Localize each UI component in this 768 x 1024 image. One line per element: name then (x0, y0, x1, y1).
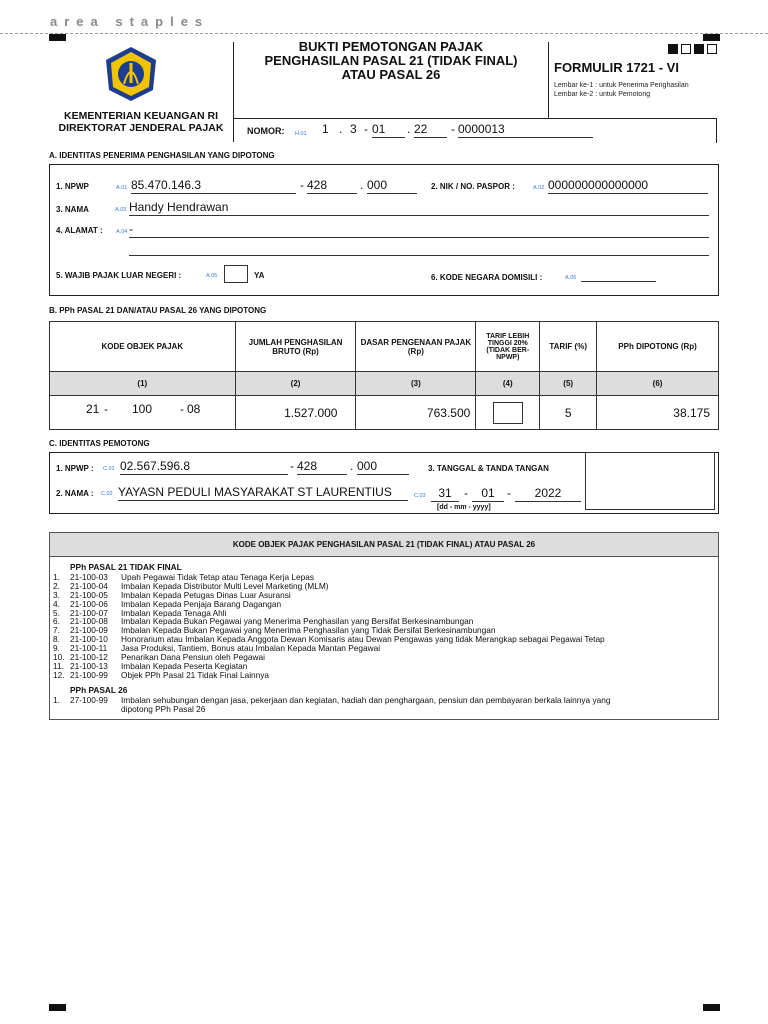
a-nama-input[interactable]: Handy Hendrawan (129, 200, 709, 216)
form-name: FORMULIR 1721 - VI (554, 60, 679, 75)
item-number: 10. (53, 652, 65, 663)
a-negara-code: A.06 (565, 275, 577, 281)
lembar-1-note: Lembar ke-1 : untuk Penerima Penghasilan (554, 82, 689, 89)
a-npwp-code: A.01 (116, 185, 128, 191)
a-wp-luar-code: A.05 (206, 273, 218, 279)
item-number: 9. (53, 643, 60, 654)
corner-mark-top-right (703, 34, 720, 41)
c-date-mm[interactable]: 01 (472, 486, 504, 502)
kode-part-3: 08 (187, 402, 201, 416)
section-b-heading: B. PPh PASAL 21 DAN/ATAU PASAL 26 YANG DIPOTONG (49, 306, 267, 315)
item-desc: Objek PPh Pasal 21 Tidak Final Lainnya (121, 669, 270, 680)
tarif-lebih-checkbox[interactable] (493, 402, 523, 424)
item-code: 21-100-07 (70, 607, 108, 618)
item-code: 21-100-99 (70, 669, 108, 680)
item-code: 21-100-10 (70, 634, 108, 645)
section-c-heading: C. IDENTITAS PEMOTONG (49, 439, 150, 448)
nomor-sep: . (407, 122, 411, 136)
item-desc: Imbalan Kepada Tenaga Ahli (121, 607, 227, 618)
item-code: 21-100-09 (70, 625, 108, 636)
ministry-line-2: DIREKTORAT JENDERAL PAJAK (58, 122, 224, 134)
c-npwp-part-2[interactable]: 428 (297, 459, 347, 475)
date-format-hint: [dd - mm - yyyy] (437, 504, 491, 511)
item-number: 2. (53, 580, 60, 591)
a-nama-label: 3. NAMA (56, 205, 89, 214)
item-desc: Imbalan Kepada Peserta Kegiatan (121, 660, 248, 671)
ministry-name (54, 110, 228, 134)
item-code: 21-100-13 (70, 660, 108, 671)
nomor-code: H.01 (295, 131, 307, 137)
item-number: 5. (53, 607, 60, 618)
kode-part-2: 100 (132, 402, 153, 416)
item-number: 7. (53, 625, 60, 636)
nomor-part-4[interactable]: 22 (414, 122, 447, 138)
corner-mark-bottom-right (703, 1004, 720, 1011)
nomor-sep: - (364, 122, 368, 136)
kode-sep: - (180, 402, 184, 416)
item-desc: Jasa Produksi, Tantiem, Bonus atau Imbalan Kepada Mantan Pegawai (121, 643, 381, 654)
tarif-lebih-cell (476, 396, 540, 430)
col-number: (5) (540, 372, 597, 396)
item-number: 11. (53, 660, 64, 671)
item-desc: Upah Pegawai Tidak Tetap atau Tenaga Kerja Lepas (121, 571, 314, 582)
a-alamat-label: 4. ALAMAT : (56, 226, 103, 235)
reference-heading: KODE OBJEK PAJAK PENGHASILAN PASAL 21 (TIDAK FINAL) ATAU PASAL 26 (50, 533, 718, 557)
item-desc: Imbalan Kepada Petugas Dinas Luar Asuransi (121, 589, 291, 600)
a-wp-luar-label: 5. WAJIB PAJAK LUAR NEGERI : (56, 271, 182, 280)
c-npwp-label: 1. NPWP : (56, 464, 94, 473)
item-code: 27-100-99 (70, 694, 108, 705)
kode-objek-cell[interactable] (50, 396, 236, 430)
pph-table-header-row (50, 322, 719, 372)
page-indicator-square (681, 44, 691, 54)
pph-table (49, 321, 719, 430)
a-npwp-part-1[interactable]: 85.470.146.3 (131, 178, 296, 194)
reference-group-26: PPh PASAL 26 (70, 684, 128, 695)
nomor-part-5[interactable]: 0000013 (458, 122, 593, 138)
date-sep: - (464, 486, 468, 500)
item-desc: Imbalan Kepada Distributor Multi Level Marketing (MLM) (121, 580, 329, 591)
lembar-2-note: Lembar ke-2 : untuk Pemotong (554, 91, 651, 98)
a-npwp-label: 1. NPWP (56, 182, 89, 191)
c-tanggal-label: 3. TANGGAL & TANDA TANGAN (428, 464, 549, 473)
item-number: 4. (53, 598, 60, 609)
reference-list (53, 563, 711, 714)
kemenkeu-logo-icon (104, 46, 158, 102)
item-number: 12. (53, 669, 65, 680)
c-date-yyyy[interactable]: 2022 (515, 486, 581, 502)
date-sep: - (507, 486, 511, 500)
c-npwp-part-3[interactable]: 000 (357, 459, 409, 475)
nomor-part-3[interactable]: 01 (372, 122, 405, 138)
item-number: 3. (53, 589, 60, 600)
a-negara-label: 6. KODE NEGARA DOMISILI : (431, 273, 543, 282)
a-nik-label: 2. NIK / NO. PASPOR : (431, 182, 515, 191)
a-alamat-input[interactable]: - (129, 222, 709, 238)
item-code: 21-100-06 (70, 598, 108, 609)
page-indicator-square (668, 44, 678, 54)
item-desc: Honorarium atau Imbalan Kepada Anggota Dewan Komisaris atau Dewan Pengawas yang tidak Merangkap sebagai Pegawai Tetap (121, 634, 605, 645)
nomor-sep: . (339, 122, 343, 136)
reference-items-21 (53, 573, 711, 680)
item-number: 1. (53, 694, 60, 705)
col-number: (1) (50, 372, 236, 396)
nomor-part-1[interactable]: 1 (322, 122, 329, 136)
tarif-cell[interactable]: 5 (540, 396, 597, 430)
pph-table-number-row (50, 372, 719, 396)
col-kode-header: KODE OBJEK PAJAK (50, 322, 236, 372)
a-nik-code: A.02 (533, 185, 545, 191)
title-line-3: ATAU PASAL 26 (341, 67, 441, 82)
kode-sep: - (104, 402, 108, 416)
pph-cell[interactable]: 38.175 (597, 396, 719, 430)
signature-box[interactable] (585, 452, 715, 510)
ministry-line-1: KEMENTERIAN KEUANGAN RI (63, 110, 218, 122)
reference-group-21: PPh PASAL 21 TIDAK FINAL (70, 562, 182, 572)
npwp-sep: - (290, 459, 294, 473)
nomor-sep: - (451, 122, 455, 136)
item-code: 21-100-05 (70, 589, 108, 600)
corner-mark-top-left (49, 34, 66, 41)
item-code: 21-100-03 (70, 571, 108, 582)
item-desc: Penarikan Dana Pensiun oleh Pegawai (121, 652, 265, 663)
header-divider-right (548, 42, 549, 118)
a-alamat-line-2[interactable] (129, 240, 709, 256)
bruto-cell[interactable]: 1.527.000 (235, 396, 356, 430)
item-desc: Imbalan Kepada Bukan Pegawai yang Menerima Penghasilan yang Tidak Bersifat Berkesinambungan (121, 625, 496, 636)
npwp-sep: . (360, 178, 364, 192)
col-number: (4) (476, 372, 540, 396)
dpp-cell[interactable]: 763.500 (356, 396, 476, 430)
lembar-notes (554, 81, 689, 99)
col-bruto-header: JUMLAH PENGHASILAN BRUTO (Rp) (235, 322, 356, 372)
item-number: 6. (53, 616, 60, 627)
kode-part-1: 21 (86, 402, 100, 416)
page-indicator-square (707, 44, 717, 54)
header-divider-left (233, 42, 234, 142)
npwp-sep: . (350, 459, 354, 473)
pph-table-data-row (50, 396, 719, 430)
item-desc-line-2: dipotong PPh Pasal 26 (121, 703, 206, 714)
col-number: (6) (597, 372, 719, 396)
area-staples-text: area staples (50, 14, 210, 29)
item-desc: Imbalan Kepada Bukan Pegawai yang Menerima Penghasilan yang Bersifat Berkesinambungan (121, 616, 474, 627)
a-alamat-code: A.04 (116, 229, 128, 235)
col-number: (2) (235, 372, 356, 396)
item-number: 8. (53, 634, 60, 645)
col-tarif-lebih-header: TARIF LEBIH TINGGI 20% (TIDAK BER-NPWP) (476, 322, 540, 372)
a-npwp-part-2[interactable]: 428 (307, 178, 357, 194)
staple-guide-line (0, 33, 768, 34)
c-nama-input[interactable]: YAYASN PEDULI MASYARAKAT ST LAURENTIUS (118, 485, 408, 501)
c-date-dd[interactable]: 31 (431, 486, 459, 502)
item-code: 21-100-12 (70, 652, 108, 663)
document-title (236, 40, 546, 82)
a-ya-label: YA (254, 271, 265, 280)
title-line-2: PENGHASILAN PASAL 21 (TIDAK FINAL) (264, 53, 518, 68)
c-npwp-code: C.01 (103, 466, 115, 472)
nomor-part-2[interactable]: 3 (350, 122, 357, 136)
reference-item (53, 696, 711, 714)
nomor-label: NOMOR: (247, 126, 285, 136)
col-tarif-header: TARIF (%) (540, 322, 597, 372)
a-wp-luar-checkbox[interactable] (224, 265, 248, 283)
col-dpp-header: DASAR PENGENAAN PAJAK (Rp) (356, 322, 476, 372)
header-hline (233, 118, 717, 119)
title-line-1: BUKTI PEMOTONGAN PAJAK (298, 39, 484, 54)
reference-item (53, 671, 711, 680)
corner-mark-bottom-left (49, 1004, 66, 1011)
c-nama-code: C.02 (101, 491, 113, 497)
item-code: 21-100-08 (70, 616, 108, 627)
kode-objek-reference (49, 532, 719, 720)
a-negara-input[interactable] (581, 268, 656, 282)
item-desc-line-1: Imbalan sehubungan dengan jasa, pekerjaan dan kegiatan, hadiah dan penghargaan, pensiun dan pembayaran berkala lainnya yang (121, 694, 611, 705)
npwp-sep: - (300, 178, 304, 192)
item-code: 21-100-04 (70, 580, 108, 591)
item-desc (121, 696, 711, 714)
section-a-heading: A. IDENTITAS PENERIMA PENGHASILAN YANG DIPOTONG (49, 151, 275, 160)
item-code: 21-100-11 (70, 643, 108, 654)
a-npwp-part-3[interactable]: 000 (367, 178, 417, 194)
page-indicator-square (694, 44, 704, 54)
c-nama-label: 2. NAMA : (56, 489, 94, 498)
c-npwp-part-1[interactable]: 02.567.596.8 (120, 459, 288, 475)
c-tanggal-code: C.03 (414, 493, 426, 499)
col-pph-header: PPh DIPOTONG (Rp) (597, 322, 719, 372)
a-nik-input[interactable]: 000000000000000 (548, 178, 708, 194)
item-number: 1. (53, 571, 60, 582)
header-divider-end (716, 118, 717, 143)
item-desc: Imbalan Kepada Penjaja Barang Dagangan (121, 598, 282, 609)
a-nama-code: A.03 (115, 207, 127, 213)
col-number: (3) (356, 372, 476, 396)
